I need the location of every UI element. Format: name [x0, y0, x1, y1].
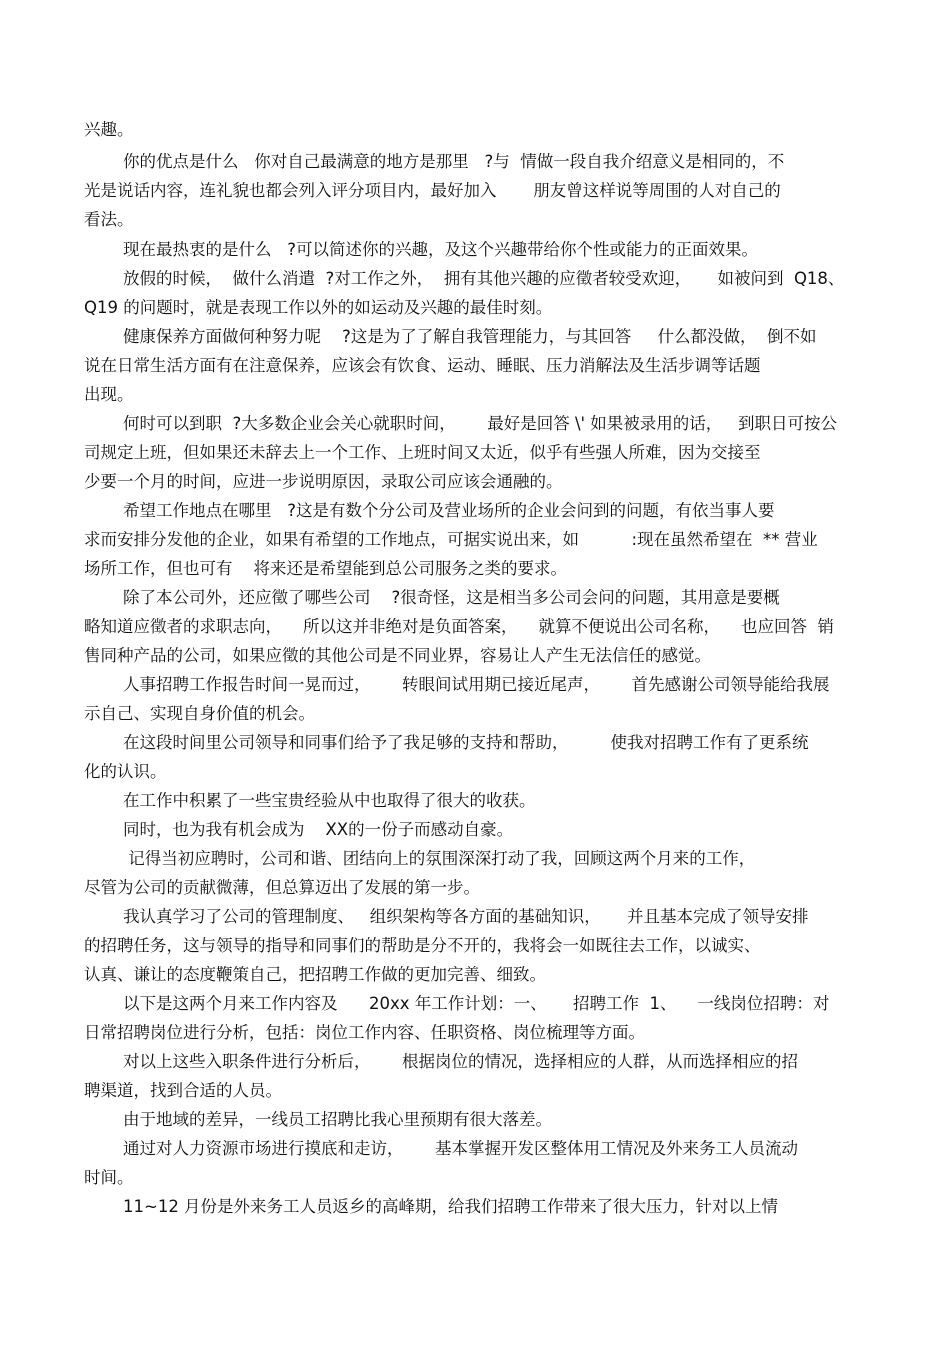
- text-line: 示自己、实现自身价值的机会。: [84, 704, 315, 723]
- text-line: 现在最热衷的是什么 ?可以简述你的兴趣，及这个兴趣带给你个性或能力的正面效果。: [123, 240, 758, 259]
- text-line: 略知道应徵者的求职志向， 所以这并非绝对是负面答案， 就算不便说出公司名称， 也应回答 销: [84, 617, 834, 636]
- text-line: 健康保养方面做何种努力呢 ?这是为了了解自我管理能力，与其回答 什么都没做， 倒不如: [123, 327, 817, 346]
- text-line: 放假的时候， 做什么消遣 ?对工作之外， 拥有其他兴趣的应徵者较受欢迎， 如被问到 Q18、: [123, 269, 845, 288]
- text-line: 对以上这些入职条件进行分析后， 根据岗位的情况，选择相应的人群，从而选择相应的招: [123, 1052, 798, 1071]
- text-line: 记得当初应聘时，公司和谐、团结向上的氛围深深打动了我，回顾这两个月来的工作，: [123, 849, 756, 868]
- text-line: 认真、谦让的态度鞭策自己，把招聘工作做的更加完善、细致。: [84, 965, 546, 984]
- text-line: 时间。: [84, 1168, 134, 1187]
- text-line: 以下是这两个月来工作内容及 20xx 年工作计划：一、 招聘工作 1、 一线岗位招聘：对: [123, 994, 830, 1013]
- text-line: 你的优点是什么 你对自己最满意的地方是那里 ?与 情做一段自我介绍意义是相同的，不: [123, 152, 785, 171]
- text-line: 11~12 月份是外来务工人员返乡的高峰期，给我们招聘工作带来了很大压力，针对以上情: [123, 1197, 779, 1216]
- text-line: 日常招聘岗位进行分析，包括：岗位工作内容、任职资格、岗位梳理等方面。: [84, 1023, 645, 1042]
- text-line: 我认真学习了公司的管理制度、 组织架构等各方面的基础知识， 并且基本完成了领导安排: [123, 907, 809, 926]
- text-line: 的招聘任务，这与领导的指导和同事们的帮助是分不开的，我将会一如既往去工作，以诚实、: [84, 936, 761, 955]
- text-line: 在工作中积累了一些宝贵经验从中也取得了很大的收获。: [123, 791, 536, 810]
- text-line: 除了本公司外，还应徵了哪些公司 ?很奇怪，这是相当多公司会问的问题，其用意是要概: [123, 588, 780, 607]
- text-line: 化的认识。: [84, 762, 167, 781]
- text-line: 尽管为公司的贡献微薄，但总算迈出了发展的第一步。: [84, 878, 480, 897]
- text-line: 光是说话内容，连礼貌也都会列入评分项目内，最好加入 朋友曾这样说等周围的人对自己的: [84, 181, 781, 200]
- text-line: 求而安排分发他的企业，如果有希望的工作地点，可据实说出来，如 :现在虽然希望在 ** 营业: [84, 530, 818, 549]
- text-line: 说在日常生活方面有在注意保养，应该会有饮食、运动、睡眠、压力消解法及生活步调等话题: [84, 356, 761, 375]
- text-line: 场所工作，但也可有 将来还是希望能到总公司服务之类的要求。: [84, 559, 567, 578]
- text-line: 由于地域的差异，一线员工招聘比我心里预期有很大落差。: [123, 1110, 552, 1129]
- text-line: 在这段时间里公司领导和同事们给予了我足够的支持和帮助， 使我对招聘工作有了更系统: [123, 733, 809, 752]
- text-line: 出现。: [84, 385, 134, 404]
- text-line: 少要一个月的时间，应进一步说明原因，录取公司应该会通融的。: [84, 472, 563, 491]
- text-line: 兴趣。: [84, 120, 134, 139]
- text-line: 希望工作地点在哪里 ?这是有数个分公司及营业场所的企业会问到的问题，有依当事人要: [123, 501, 775, 520]
- text-line: 何时可以到职 ?大多数企业会关心就职时间， 最好是回答 \' 如果被录用的话， 到职日可按公: [123, 414, 838, 433]
- text-line: Q19 的问题时，就是表现工作以外的如运动及兴趣的最佳时刻。: [84, 298, 553, 317]
- text-line: 聘渠道，找到合适的人员。: [84, 1081, 282, 1100]
- text-line: 通过对人力资源市场进行摸底和走访， 基本掌握开发区整体用工情况及外来务工人员流动: [123, 1139, 798, 1158]
- text-line: 司规定上班，但如果还未辞去上一个工作、上班时间又太近，似乎有些强人所难，因为交接至: [84, 443, 761, 462]
- text-line: 看法。: [84, 210, 134, 229]
- text-line: 同时，也为我有机会成为 XX的一份子而感动自豪。: [123, 820, 514, 839]
- text-line: 人事招聘工作报告时间一晃而过， 转眼间试用期已接近尾声， 首先感谢公司领导能给我展: [123, 675, 830, 694]
- text-line: 售同种产品的公司，如果应徵的其他公司是不同业界，容易让人产生无法信任的感觉。: [84, 646, 711, 665]
